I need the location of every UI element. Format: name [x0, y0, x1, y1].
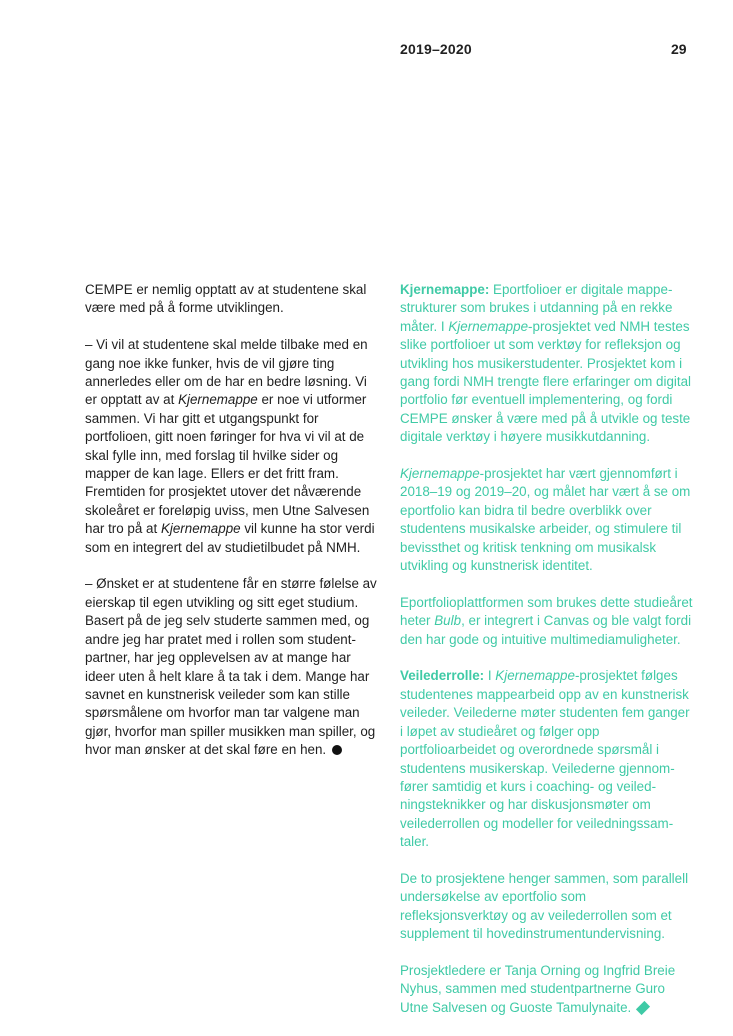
project-name-italic: Kjernemappe: [448, 318, 529, 334]
sidebar-fact-column: [400, 281, 696, 1036]
fact-paragraph: [400, 465, 696, 575]
end-of-article-dot-icon: [332, 745, 342, 755]
fact-paragraph: [400, 870, 696, 944]
paragraph-text: I: [484, 668, 496, 684]
project-name-italic: Kjernemappe: [495, 668, 575, 684]
header-year-range: 2019–2020: [400, 41, 472, 57]
project-name-italic: Kjernemappe: [160, 521, 241, 537]
fact-paragraph: [400, 281, 696, 447]
paragraph-text: Eportfolioer er digitale mappestrukturer som brukes i utdanning på en rekke måter. I: [400, 282, 673, 334]
fact-heading-kjernemappe: Kjernemappe:: [400, 282, 490, 297]
paragraph-quote: [85, 336, 377, 557]
paragraph-text: CEMPE er nemlig opptatt av at studentene skal være med på å forme utviklingen.: [85, 282, 367, 316]
article-left-column: [85, 281, 377, 778]
paragraph: [85, 281, 377, 318]
paragraph-text: Prosjektledere er Tanja Orning og Ingfrid Breie Nyhus, sammen med studentpartnerne Guro Utne Salvesen og Guoste Tamulynaite.: [400, 962, 676, 1015]
paragraph-text: De to prosjektene henger sammen, som parallell undersøkelse av eportfolio som refleksjonsverktøy og av veilederrollen som et supplement til hovedinstrumentundervisning.: [400, 870, 689, 942]
paragraph-text: -prosjektet følges studentenes mappearbeid opp av en kunstnerisk veileder. Veilederne møter studenten fem ganger i løpet av studieåret og følger opp portfolioarbeidet og overordnede spørsmål i studentens musikerskap. Veilederne gjennomfører samtidig et kurs i coaching- og veiledningsteknikker og har diskusjonsmøter om veilederrollen og modeller for veiledningssamtaler.: [400, 668, 690, 850]
project-name-italic: Kjernemappe: [400, 466, 480, 482]
fact-heading-veilederrolle: Veilederrolle:: [400, 668, 485, 684]
fact-paragraph: [400, 667, 696, 851]
fact-paragraph: [400, 962, 696, 1017]
paragraph-text: , er integrert i Canvas og ble valgt fordi den har gode og intuitive multimediamuligheter.: [400, 613, 692, 647]
paragraph-quote: [85, 575, 377, 759]
platform-name-italic: Bulb: [434, 613, 462, 629]
paragraph-text: – Vi vil at studentene skal melde tilbake med en gang noe ikke funker, hvis de vil gjøre ting annerledes eller om de har en bedre løsning. Vi er opptatt av at: [85, 337, 368, 408]
paragraph-text: -prosjektet har vært gjennomført i 2018–19 og 2019–20, og målet har vært å se om eportfolio kan bidra til bedre overblikk over studentens musikalske arbeider, og stimulere til bevissthet og kritisk tenkning om musikalsk utvikling og kunstnerisk identitet.: [400, 466, 691, 574]
fact-paragraph: [400, 594, 696, 649]
end-of-fact-box-diamond-icon: [636, 1001, 650, 1015]
page-number: 29: [671, 41, 687, 57]
paragraph-text: er noe vi utformer sammen. Vi har gitt et utgangspunkt for portfolioen, gitt noen føringer for hva vi vil at de skal fylle inn, med forslag til hvilke sider og mapper de kan lage. Ellers er det fritt fram. Fremtiden for prosjektet utover det nåværende skoleåret er foreløpig uviss, men Utne Salvesen har tro på at: [85, 392, 370, 537]
paragraph-text: – Ønsket er at studentene får en større følelse av eierskap til egen utvikling og sitt eget studium. Basert på de jeg selv studerte sammen med, og andre jeg har pratet med i rollen som studentpartner, har jeg opplevelsen av at mange har ideer uten å helt klare å ta tak i dem. Mange har savnet en kunstnerisk veileder som kan stille spørsmålene om hvorfor man tar valgene man gjør, hvorfor man spiller musikken man spiller, og hvor man ønsker at det skal føre en hen.: [85, 576, 377, 758]
paragraph-text: -prosjektet ved NMH testes slike portfolioer ut som verktøy for refleksjon og utvikling hos musikerstudenter. Prosjektet kom i gang fordi NMH trengte flere erfaringer om digital portfolio før eventuell implementering, og fordi CEMPE ønsker å være med på å utvikle og teste digitale verktøy i høyere musikkutdanning.: [400, 318, 692, 445]
project-name-italic: Kjernemappe: [178, 392, 258, 408]
paragraph-text: Eportfolioplattformen som brukes dette studieåret heter: [400, 594, 693, 629]
paragraph-text: vil kunne ha stor verdi som en integrert del av studietilbudet på NMH.: [85, 521, 375, 555]
